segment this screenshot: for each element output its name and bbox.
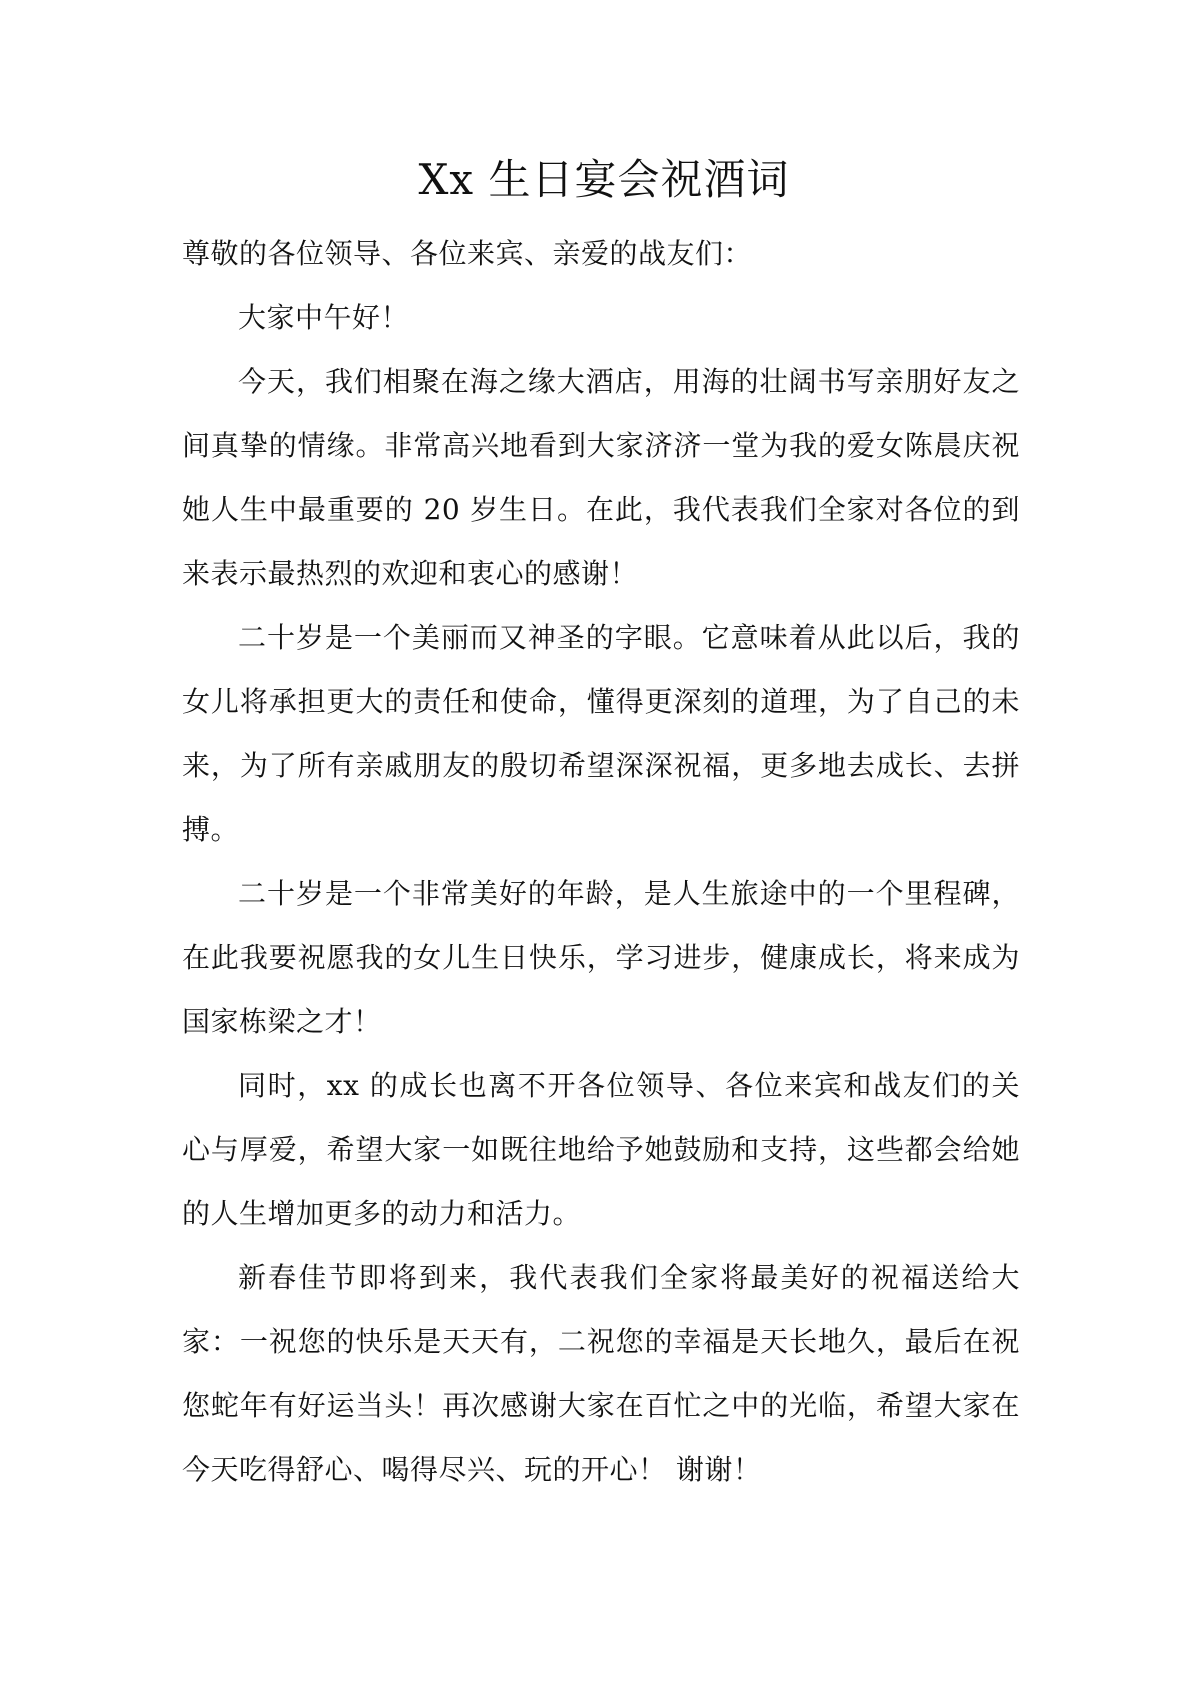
document-title: Xx 生日宴会祝酒词 [418, 155, 790, 204]
paragraph-1: 大家中午好！ [238, 301, 410, 334]
document-body [182, 138, 1020, 1502]
paragraph-6: 新春佳节即将到来，我代表我们全家将最美好的祝福送给大家：一祝您的快乐是天天有，二祝您的幸福是天长地久，最后在祝您蛇年有好运当头！再次感谢大家在百忙之中的光临，希望大家在今天吃得舒心、喝得尽兴、玩的开心！ 谢谢！ [182, 1261, 1020, 1486]
paragraph-4: 二十岁是一个非常美好的年龄，是人生旅途中的一个里程碑，在此我要祝愿我的女儿生日快乐，学习进步，健康成长，将来成为国家栋梁之才！ [182, 877, 1020, 1038]
paragraph-2: 今天，我们相聚在海之缘大酒店，用海的壮阔书写亲朋好友之间真挚的情缘。非常高兴地看到大家济济一堂为我的爱女陈晨庆祝她人生中最重要的 20 岁生日。在此，我代表我们全家对各位的到来表示最热烈的欢迎和衷心的感谢！ [182, 365, 1020, 590]
greeting-line: 尊敬的各位领导、各位来宾、亲爱的战友们： [182, 237, 753, 270]
paragraph-5: 同时，xx 的成长也离不开各位领导、各位来宾和战友们的关心与厚爱，希望大家一如既往地给予她鼓励和支持，这些都会给她的人生增加更多的动力和活力。 [182, 1069, 1020, 1230]
paragraph-3: 二十岁是一个美丽而又神圣的字眼。它意味着从此以后，我的女儿将承担更大的责任和使命，懂得更深刻的道理，为了自己的未来，为了所有亲戚朋友的殷切希望深深祝福，更多地去成长、去拼搏。 [182, 621, 1020, 846]
